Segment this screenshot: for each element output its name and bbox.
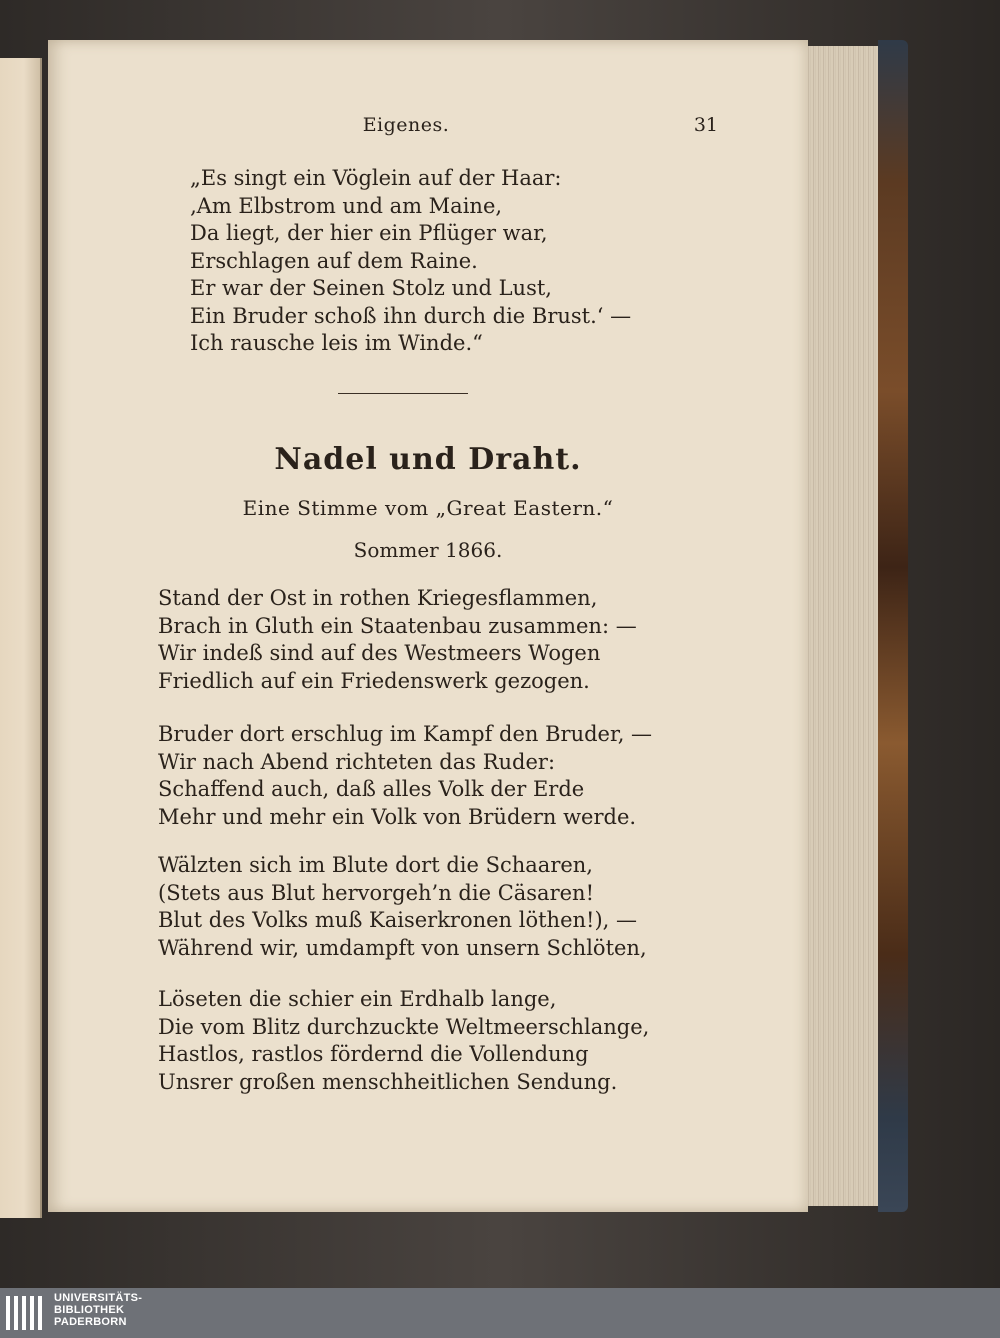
stanza: [158, 721, 652, 831]
library-logo-icon: [4, 1292, 48, 1334]
verse-line: „Es singt ein Vöglein auf der Haar:: [190, 166, 562, 190]
stanza: [158, 852, 647, 962]
page-number: 31: [693, 114, 718, 136]
verse-line: Erschlagen auf dem Raine.: [190, 248, 478, 273]
library-logo-text: [54, 1292, 254, 1328]
logo-line: PADERBORN: [54, 1316, 127, 1328]
verse-line: Wir nach Abend richteten das Ruder:: [158, 749, 556, 774]
verse-line: Hastlos, rastlos fördernd die Vollendung: [158, 1042, 589, 1066]
verse-line: ‚Am Elbstrom und am Maine,: [190, 193, 503, 218]
logo-line: UNIVERSITÄTS-: [54, 1292, 143, 1304]
verse-line: Friedlich auf ein Friedenswerk gezogen.: [158, 668, 590, 693]
verse-line: Ich rausche leis im Winde.“: [190, 331, 483, 355]
verse-line: Mehr und mehr ein Volk von Brüdern werde.: [158, 804, 637, 829]
poem-subtitle: Eine Stimme vom „Great Eastern.“: [242, 496, 614, 520]
verse-line: Wälzten sich im Blute dort die Schaaren,: [158, 853, 593, 877]
book-cover-edge: [878, 40, 908, 1212]
verse-line: Die vom Blitz durchzuckte Weltmeerschlange,: [158, 1014, 650, 1039]
logo-line: BIBLIOTHEK: [54, 1304, 125, 1316]
facing-page-edge: [0, 58, 42, 1218]
stanza-previous-poem-ending: [190, 165, 631, 358]
verse-line: Stand der Ost in rothen Kriegesflammen,: [158, 586, 598, 610]
poem-date: Sommer 1866.: [353, 538, 503, 562]
verse-line: Bruder dort erschlug im Kampf den Bruder, —: [158, 722, 653, 746]
verse-line: Da liegt, der hier ein Pflüger war,: [190, 221, 548, 245]
verse-line: Ein Bruder schoß ihn durch die Brust.‘ —: [190, 303, 632, 328]
verse-line: (Stets aus Blut hervorgeh’n die Cäsaren!: [158, 880, 595, 905]
page-block-edges: [804, 46, 882, 1206]
verse-line: Blut des Volks muß Kaiserkronen löthen!), —: [158, 908, 638, 932]
verse-line: Wir indeß sind auf des Westmeers Wogen: [158, 641, 601, 665]
book-page: [48, 40, 808, 1212]
verse-line: Schaffend auch, daß alles Volk der Erde: [158, 777, 585, 801]
library-footer-bar: [0, 1288, 1000, 1338]
poem-title: Nadel und Draht.: [274, 442, 582, 477]
verse-line: Brach in Gluth ein Staatenbau zusammen: —: [158, 613, 637, 638]
stanza: [158, 986, 649, 1096]
verse-line: Er war der Seinen Stolz und Lust,: [190, 276, 552, 300]
verse-line: Während wir, umdampft von unsern Schlöten,: [158, 935, 647, 960]
verse-line: Unsrer großen menschheitlichen Sendung.: [158, 1069, 618, 1094]
stanza: [158, 585, 637, 695]
verse-line: Löseten die schier ein Erdhalb lange,: [158, 987, 557, 1011]
page-text-area: [48, 40, 808, 1212]
running-head: Eigenes.: [362, 114, 450, 136]
section-divider: [338, 393, 468, 394]
